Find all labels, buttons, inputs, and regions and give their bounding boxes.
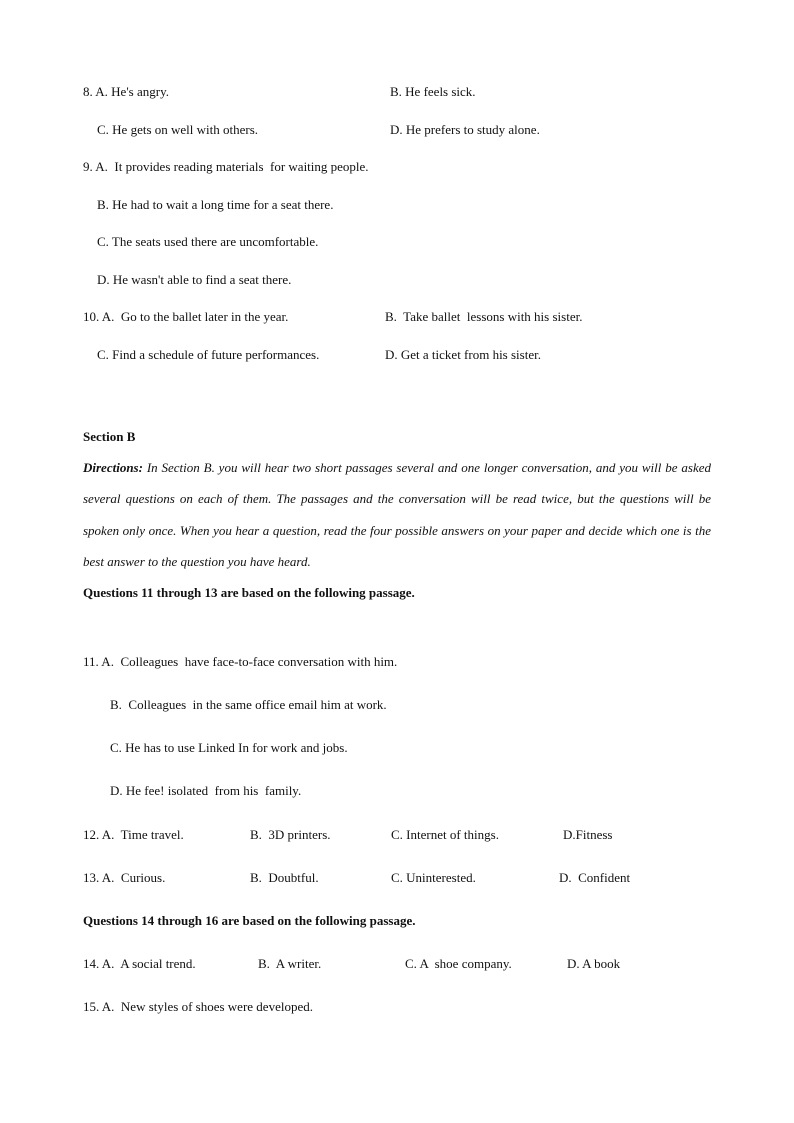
section-b-title: Section B bbox=[83, 429, 136, 444]
q8-option-d: D. He prefers to study alone. bbox=[390, 122, 540, 137]
q13-option-a: 13. A. Curious. bbox=[83, 870, 166, 885]
q9-option-a: 9. A. It provides reading materials for waiting people. bbox=[83, 159, 369, 174]
q14-option-d: D. A book bbox=[567, 956, 621, 971]
q9-option-c: C. The seats used there are uncomfortable. bbox=[97, 234, 319, 249]
q8-option-c: C. He gets on well with others. bbox=[97, 122, 259, 137]
q11-option-b: B. Colleagues in the same office email him at work. bbox=[110, 697, 387, 712]
q10-option-a: 10. A. Go to the ballet later in the year. bbox=[83, 309, 289, 324]
q10-option-b: B. Take ballet lessons with his sister. bbox=[385, 309, 583, 324]
heading-questions-14-16: Questions 14 through 16 are based on the following passage. bbox=[83, 913, 416, 928]
directions-text: In Section B. you will hear two short passages several and one longer conversation, and you will be asked several questions on each of them. The passages and the conversation will be read twice, but the questions will be spoken only once. When you hear a question, read the four possible answers on your paper and decide which one is the best answer to the question you have heard. bbox=[83, 460, 711, 569]
q14-option-c: C. A shoe company. bbox=[405, 956, 512, 971]
heading-questions-11-13: Questions 11 through 13 are based on the following passage. bbox=[83, 585, 415, 600]
q9-option-d: D. He wasn't able to find a seat there. bbox=[97, 272, 292, 287]
q9-option-b: B. He had to wait a long time for a seat there. bbox=[97, 197, 334, 212]
q13-option-d: D. Confident bbox=[559, 870, 631, 885]
q11-option-c: C. He has to use Linked In for work and jobs. bbox=[110, 740, 348, 755]
q13-option-b: B. Doubtful. bbox=[250, 870, 319, 885]
q8-option-b: B. He feels sick. bbox=[390, 84, 476, 99]
q10-option-d: D. Get a ticket from his sister. bbox=[385, 347, 541, 362]
q12-option-b: B. 3D printers. bbox=[250, 827, 331, 842]
q13-option-c: C. Uninterested. bbox=[391, 870, 476, 885]
q12-option-a: 12. A. Time travel. bbox=[83, 827, 184, 842]
directions-label: Directions: bbox=[83, 460, 143, 475]
q11-option-d: D. He fee! isolated from his family. bbox=[110, 783, 302, 798]
directions-paragraph bbox=[83, 452, 711, 577]
q12-option-d: D.Fitness bbox=[563, 827, 613, 842]
q10-option-c: C. Find a schedule of future performances. bbox=[97, 347, 320, 362]
q12-option-c: C. Internet of things. bbox=[391, 827, 499, 842]
q8-option-a: 8. A. He's angry. bbox=[83, 84, 169, 99]
q15-option-a: 15. A. New styles of shoes were developed. bbox=[83, 999, 313, 1014]
q11-option-a: 11. A. Colleagues have face-to-face conversation with him. bbox=[83, 654, 398, 669]
q14-option-b: B. A writer. bbox=[258, 956, 322, 971]
q14-option-a: 14. A. A social trend. bbox=[83, 956, 196, 971]
